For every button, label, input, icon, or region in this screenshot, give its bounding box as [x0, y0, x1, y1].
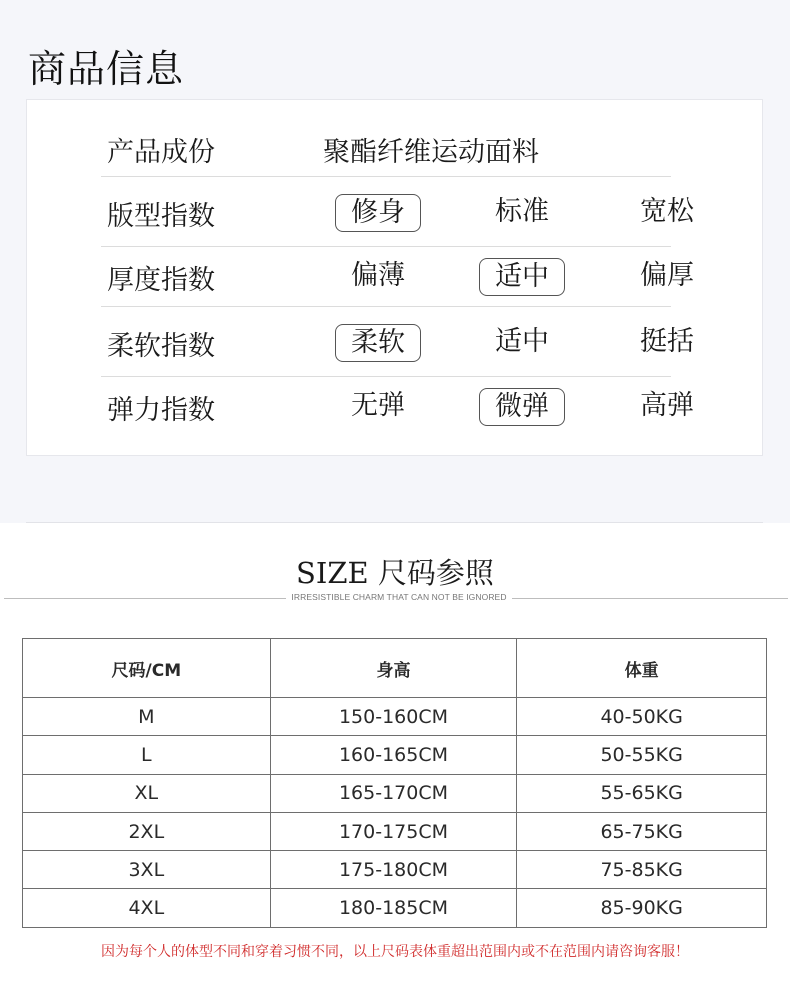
table-row	[23, 812, 767, 850]
index-label: 版型指数	[107, 201, 215, 232]
size-disclaimer-note: 因为每个人的体型不同和穿着习惯不同，以上尺码表体重超出范围内或不在范围内请咨询客服！	[101, 944, 689, 960]
index-option-selected: 柔软	[335, 324, 421, 362]
cell-height: 160-165CM	[270, 736, 517, 774]
table-row	[23, 774, 767, 812]
index-option: 适中	[495, 326, 549, 357]
cell-height: 150-160CM	[270, 698, 517, 736]
size-subtitle: IRRESISTIBLE CHARM THAT CAN NOT BE IGNORED	[291, 592, 507, 602]
index-option: 偏薄	[351, 260, 405, 291]
subtitle-rule-left	[4, 598, 286, 599]
table-row	[23, 851, 767, 889]
cell-size: 2XL	[23, 812, 271, 850]
cell-size: 4XL	[23, 889, 271, 927]
section-title: 商品信息	[28, 47, 185, 91]
cell-weight: 85-90KG	[517, 889, 767, 927]
index-option: 高弹	[640, 390, 694, 421]
cell-height: 175-180CM	[270, 851, 517, 889]
index-option: 标准	[495, 196, 549, 227]
cell-height: 165-170CM	[270, 774, 517, 812]
divider	[101, 306, 671, 307]
table-row	[23, 736, 767, 774]
cell-height: 170-175CM	[270, 812, 517, 850]
index-label: 弹力指数	[107, 395, 215, 426]
index-label: 柔软指数	[107, 331, 215, 362]
cell-weight: 55-65KG	[517, 774, 767, 812]
size-title-cn: 尺码参照	[377, 556, 494, 590]
cell-size: XL	[23, 774, 271, 812]
divider	[101, 376, 671, 377]
cell-size: 3XL	[23, 851, 271, 889]
size-chart-title	[0, 551, 790, 592]
cell-weight: 65-75KG	[517, 812, 767, 850]
size-subtitle-bar	[0, 591, 790, 607]
divider	[101, 246, 671, 247]
divider	[101, 176, 671, 177]
index-option-selected: 微弹	[479, 388, 565, 426]
index-option-selected: 适中	[479, 258, 565, 296]
cell-size: M	[23, 698, 271, 736]
subtitle-rule-right	[512, 598, 788, 599]
cell-size: L	[23, 736, 271, 774]
cell-weight: 75-85KG	[517, 851, 767, 889]
cell-weight: 40-50KG	[517, 698, 767, 736]
index-option: 偏厚	[640, 260, 694, 291]
index-label: 厚度指数	[107, 265, 215, 296]
info-card	[26, 99, 763, 456]
table-header-row	[23, 639, 767, 698]
index-option: 无弹	[351, 390, 405, 421]
header-size: 尺码/CM	[23, 639, 271, 698]
size-title-en: SIZE	[296, 556, 369, 590]
composition-label: 产品成份	[107, 137, 215, 168]
cell-height: 180-185CM	[270, 889, 517, 927]
index-option: 宽松	[640, 196, 694, 227]
size-table	[22, 638, 767, 928]
header-weight: 体重	[517, 639, 767, 698]
index-option: 挺括	[640, 326, 694, 357]
composition-value: 聚酯纤维运动面料	[323, 137, 539, 168]
cell-weight: 50-55KG	[517, 736, 767, 774]
table-row	[23, 889, 767, 927]
index-option-selected: 修身	[335, 194, 421, 232]
table-row	[23, 698, 767, 736]
section-divider	[26, 522, 763, 523]
header-height: 身高	[270, 639, 517, 698]
